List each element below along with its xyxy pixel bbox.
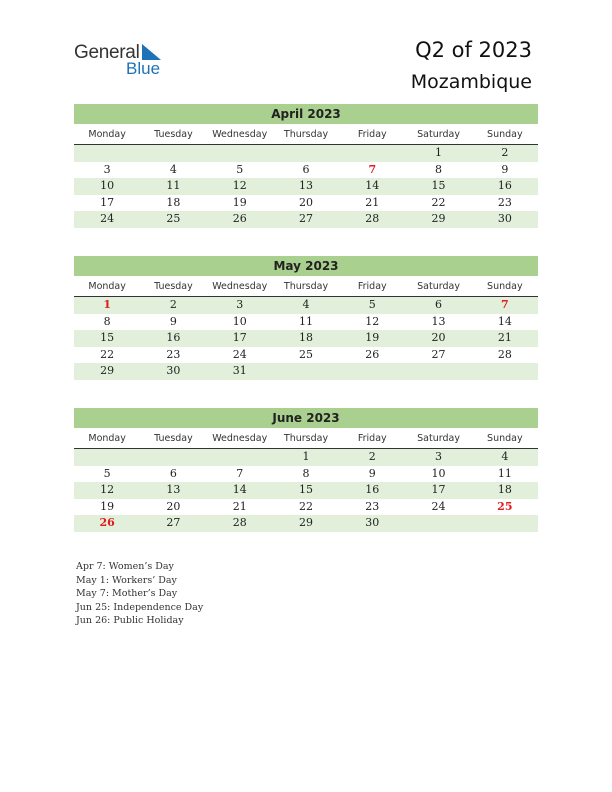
weekday-label: Saturday: [417, 281, 460, 292]
day-cell: 6: [169, 466, 177, 480]
day-cell: 11: [298, 314, 313, 328]
day-cell: 4: [501, 450, 509, 463]
day-cell: [207, 449, 273, 466]
day-cell: 5: [103, 466, 111, 480]
day-cell: 5: [368, 298, 376, 311]
holiday-day-cell: 1: [103, 298, 111, 311]
week-row: [74, 178, 538, 195]
holiday-day-cell: 25: [497, 499, 513, 513]
day-cell: 26: [232, 212, 247, 225]
day-cell: 21: [365, 195, 380, 209]
day-cell: 11: [497, 466, 512, 480]
day-cell: [273, 145, 339, 162]
day-cell: 26: [365, 347, 380, 361]
weekday-label: Sunday: [487, 433, 523, 444]
day-cell: 3: [236, 298, 244, 311]
day-cell: 9: [368, 466, 376, 480]
day-cell: 13: [431, 314, 446, 328]
day-cell: 21: [232, 499, 247, 513]
logo-general-text: General: [74, 42, 140, 63]
weekday-label: Friday: [357, 433, 387, 444]
weekday-label: Tuesday: [154, 129, 193, 140]
month-calendar-june: [74, 408, 538, 532]
day-cell: 2: [368, 450, 376, 463]
weekday-label: Monday: [88, 129, 126, 140]
day-cell: [74, 449, 140, 466]
day-cell: 23: [365, 499, 380, 513]
weekday-label: Friday: [357, 281, 387, 292]
day-cell: 12: [365, 314, 380, 328]
generalblue-logo: [74, 42, 174, 78]
day-cell: 18: [298, 331, 313, 344]
day-cell: 6: [435, 298, 443, 311]
day-cell: 23: [166, 347, 181, 361]
day-cell: [405, 363, 471, 380]
weekday-label: Wednesday: [212, 281, 268, 292]
day-cell: 18: [166, 195, 181, 209]
day-cell: 16: [166, 331, 181, 344]
day-cell: 28: [497, 347, 512, 361]
day-cell: 14: [365, 179, 380, 192]
day-cell: 27: [298, 212, 313, 225]
day-cell: 1: [302, 450, 310, 463]
day-cell: 15: [431, 179, 446, 192]
weekday-header-row: [74, 431, 538, 449]
day-cell: 16: [497, 179, 512, 192]
day-cell: 30: [365, 516, 380, 529]
weekday-header-row: [74, 279, 538, 297]
page-title: Q2 of 2023: [415, 38, 532, 62]
day-cell: 2: [169, 298, 177, 311]
holiday-day-cell: 7: [501, 298, 509, 311]
day-cell: [339, 145, 405, 162]
weekday-header-row: [74, 127, 538, 145]
weekday-label: Monday: [88, 281, 126, 292]
day-cell: 8: [435, 162, 443, 176]
weekday-label: Saturday: [417, 129, 460, 140]
logo-triangle-icon: [142, 44, 162, 60]
day-cell: 18: [497, 483, 512, 496]
month-calendar-may: [74, 256, 538, 380]
weekday-label: Wednesday: [212, 433, 268, 444]
week-row: [74, 162, 538, 179]
holiday-note: Jun 26: Public Holiday: [76, 615, 184, 626]
day-cell: 28: [365, 212, 380, 225]
day-cell: 1: [435, 146, 443, 159]
week-row: [74, 330, 538, 347]
day-cell: 12: [232, 179, 247, 192]
day-cell: 10: [232, 314, 247, 328]
week-row: [74, 499, 538, 516]
day-cell: 29: [431, 212, 446, 225]
weekday-label: Saturday: [417, 433, 460, 444]
month-title: May 2023: [74, 256, 538, 276]
day-cell: 14: [232, 483, 247, 496]
day-cell: 27: [166, 516, 181, 529]
day-cell: 19: [365, 331, 380, 344]
day-cell: 3: [103, 162, 111, 176]
holiday-note: Jun 25: Independence Day: [76, 601, 204, 613]
day-cell: 23: [497, 195, 512, 209]
month-calendar-april: [74, 104, 538, 228]
weekday-label: Monday: [88, 433, 126, 444]
day-cell: [273, 363, 339, 380]
day-cell: 20: [431, 331, 446, 344]
holiday-notes: [76, 560, 203, 628]
day-cell: 9: [501, 162, 509, 176]
day-cell: 8: [103, 314, 111, 328]
day-cell: 17: [232, 331, 247, 344]
day-cell: 17: [100, 195, 115, 209]
weekday-label: Tuesday: [154, 281, 193, 292]
day-cell: [74, 145, 140, 162]
day-cell: 10: [431, 466, 446, 480]
day-cell: 19: [100, 499, 115, 513]
week-row: [74, 314, 538, 331]
week-row: [74, 297, 538, 314]
day-cell: 5: [236, 162, 244, 176]
day-cell: 20: [298, 195, 313, 209]
day-cell: 12: [100, 483, 115, 496]
day-cell: 20: [166, 499, 181, 513]
day-cell: 22: [298, 499, 313, 513]
weekday-label: Sunday: [487, 129, 523, 140]
weekday-label: Thursday: [283, 433, 329, 444]
week-row: [74, 449, 538, 466]
day-cell: 10: [100, 179, 115, 192]
week-row: [74, 195, 538, 212]
day-cell: 19: [232, 195, 247, 209]
day-cell: 2: [501, 146, 509, 159]
day-cell: 16: [365, 483, 380, 496]
day-cell: [405, 515, 471, 532]
day-cell: 25: [298, 347, 313, 361]
day-cell: 29: [100, 364, 115, 377]
day-cell: 13: [298, 179, 313, 192]
day-cell: 7: [236, 466, 244, 480]
day-cell: 30: [166, 364, 181, 377]
day-cell: 13: [166, 483, 181, 496]
day-cell: [339, 363, 405, 380]
weekday-label: Wednesday: [212, 129, 268, 140]
day-cell: 15: [100, 331, 115, 344]
day-cell: 27: [431, 347, 446, 361]
weekday-label: Thursday: [283, 129, 329, 140]
weekday-label: Friday: [357, 129, 387, 140]
week-row: [74, 145, 538, 162]
holiday-note: May 7: Mother’s Day: [76, 588, 178, 599]
week-row: [74, 466, 538, 483]
weekday-label: Tuesday: [154, 433, 193, 444]
day-cell: 4: [169, 162, 177, 176]
weekday-label: Sunday: [487, 281, 523, 292]
holiday-day-cell: 26: [99, 516, 115, 529]
day-cell: 14: [497, 314, 512, 328]
day-cell: [472, 515, 538, 532]
day-cell: 22: [431, 195, 446, 209]
day-cell: 29: [298, 516, 313, 529]
day-cell: [140, 145, 206, 162]
day-cell: 28: [232, 516, 247, 529]
day-cell: 22: [100, 347, 115, 361]
week-row: [74, 347, 538, 364]
country-name: Mozambique: [410, 71, 532, 93]
week-row: [74, 482, 538, 499]
month-title: April 2023: [74, 104, 538, 124]
day-cell: 8: [302, 466, 310, 480]
day-cell: 11: [166, 179, 181, 192]
day-cell: [207, 145, 273, 162]
logo-blue-text: Blue: [126, 59, 161, 78]
day-cell: 3: [435, 450, 443, 463]
day-cell: [140, 449, 206, 466]
day-cell: 24: [232, 347, 247, 361]
day-cell: 9: [169, 314, 177, 328]
day-cell: 17: [431, 483, 446, 496]
day-cell: 15: [298, 483, 313, 496]
weekday-label: Thursday: [283, 281, 329, 292]
day-cell: 31: [232, 364, 247, 377]
week-row: [74, 211, 538, 228]
holiday-note: May 1: Workers’ Day: [76, 574, 177, 586]
holiday-note: Apr 7: Women’s Day: [76, 561, 174, 572]
day-cell: 21: [497, 331, 512, 344]
day-cell: [472, 363, 538, 380]
holiday-day-cell: 7: [368, 162, 377, 176]
day-cell: 24: [100, 212, 115, 225]
day-cell: 6: [302, 162, 310, 176]
day-cell: 4: [302, 298, 310, 311]
day-cell: 24: [431, 499, 446, 513]
day-cell: 25: [166, 212, 181, 225]
month-title: June 2023: [74, 408, 538, 428]
week-row: [74, 363, 538, 380]
week-row: [74, 515, 538, 532]
day-cell: 30: [497, 212, 512, 225]
